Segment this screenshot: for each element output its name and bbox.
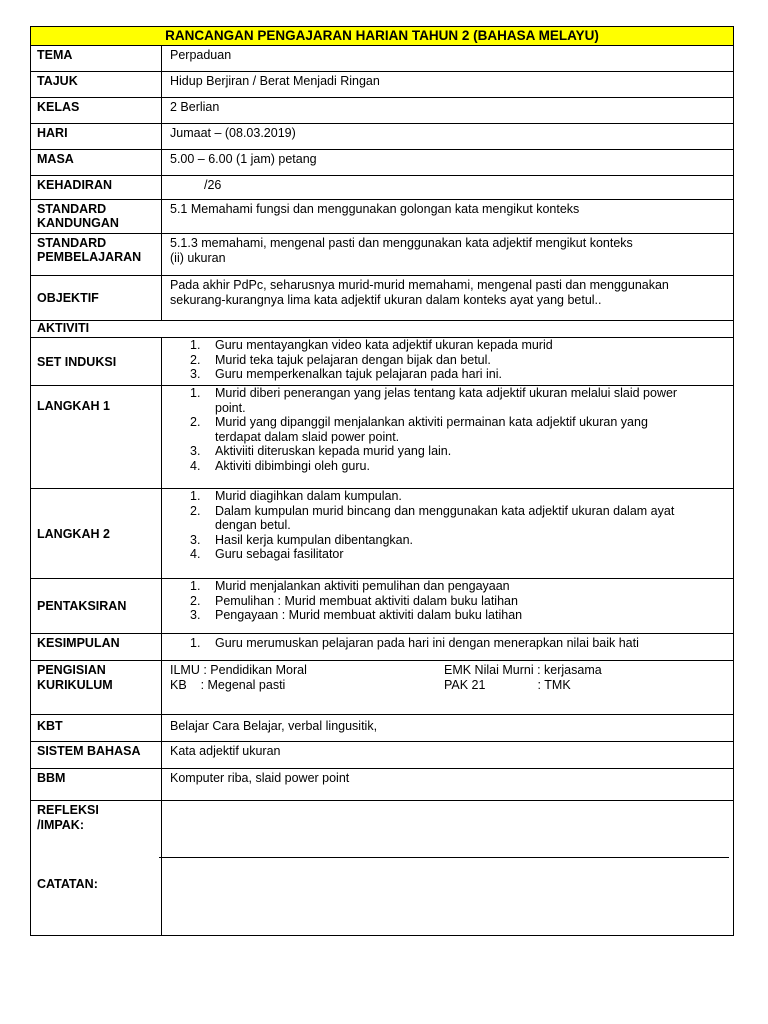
list-item: 4. Aktiviti dibimbingi oleh guru. bbox=[190, 458, 370, 473]
value-kelas: 2 Berlian bbox=[170, 100, 220, 114]
row-tema bbox=[31, 45, 733, 71]
label-standard-pembelajaran bbox=[31, 234, 162, 275]
value-sistem-bahasa: Kata adjektif ukuran bbox=[170, 744, 281, 758]
value-objektif-line1: Pada akhir PdPc, seharusnya murid-murid memahami, mengenal pasti dan menggunakan bbox=[170, 278, 669, 292]
label-sistem-bahasa: SISTEM BAHASA bbox=[31, 742, 162, 768]
list-item: 2. Dalam kumpulan murid bincang dan menggunakan kata adjektif ukuran dalam ayat dengan betul. bbox=[190, 503, 675, 532]
row-kesimpulan bbox=[31, 633, 733, 660]
row-pengisian-kurikulum bbox=[31, 660, 733, 714]
value-sp-line2: (ii) ukuran bbox=[170, 250, 226, 265]
list-item: 2. Murid yang dipanggil menjalankan aktiviti permainan kata adjektif ukuran yang terdapat dalam slaid power point. bbox=[190, 415, 648, 444]
row-kelas bbox=[31, 97, 733, 123]
pengisian-right-column bbox=[444, 663, 602, 693]
label-kesimpulan: KESIMPULAN bbox=[31, 634, 162, 660]
pengisian-kb: KB : Megenal pasti bbox=[170, 678, 286, 692]
list-set-induksi bbox=[170, 338, 733, 382]
list-item: 1. Murid menjalankan aktiviti pemulihan dan pengayaan bbox=[190, 579, 510, 593]
label-kbt: KBT bbox=[31, 715, 162, 741]
label-sp-line2: PEMBELAJARAN bbox=[37, 250, 142, 264]
value-kbt: Belajar Cara Belajar, verbal lingusitik, bbox=[170, 719, 378, 733]
value-kehadiran: /26 bbox=[204, 178, 222, 192]
pengisian-emk: EMK Nilai Murni : kerjasama bbox=[444, 663, 602, 677]
row-bbm bbox=[31, 768, 733, 800]
label-pengisian-line1: PENGISIAN bbox=[37, 663, 106, 677]
label-pengisian-line2: KURIKULUM bbox=[37, 678, 113, 692]
value-standard-kandungan: 5.1 Memahami fungsi dan menggunakan golongan kata mengikut konteks bbox=[170, 202, 580, 216]
list-item: 2. Pemulihan : Murid membuat aktiviti dalam buku latihan bbox=[190, 593, 518, 608]
value-tema: Perpaduan bbox=[170, 48, 232, 62]
value-standard-pembelajaran bbox=[162, 234, 733, 275]
list-item: 1. Murid diagihkan dalam kumpulan. bbox=[190, 489, 402, 503]
label-refleksi-catatan bbox=[31, 801, 162, 935]
list-pentaksiran bbox=[170, 579, 733, 623]
label-hari: HARI bbox=[31, 124, 162, 149]
value-pengisian-kurikulum bbox=[162, 661, 733, 714]
label-refleksi-line1: REFLEKSI bbox=[37, 803, 99, 817]
label-catatan: CATATAN: bbox=[37, 877, 98, 891]
value-tajuk: Hidup Berjiran / Berat Menjadi Ringan bbox=[170, 74, 380, 88]
label-sk-line2: KANDUNGAN bbox=[37, 216, 119, 230]
list-item: 2. Murid teka tajuk pelajaran dengan bijak dan betul. bbox=[190, 352, 491, 367]
row-set-induksi bbox=[31, 337, 733, 385]
row-tajuk bbox=[31, 71, 733, 97]
row-standard-pembelajaran bbox=[31, 233, 733, 275]
label-set-induksi: SET INDUKSI bbox=[31, 338, 162, 385]
value-sp-line1: 5.1.3 memahami, mengenal pasti dan menggunakan kata adjektif mengikut konteks bbox=[170, 236, 633, 250]
row-aktiviti bbox=[31, 320, 733, 337]
row-kehadiran bbox=[31, 175, 733, 199]
label-aktiviti: AKTIVITI bbox=[37, 321, 90, 335]
label-refleksi-line2: /IMPAK: bbox=[37, 818, 84, 832]
list-kesimpulan bbox=[170, 636, 733, 651]
label-langkah-2: LANGKAH 2 bbox=[31, 489, 162, 578]
list-langkah-2 bbox=[170, 489, 733, 562]
row-pentaksiran bbox=[31, 578, 733, 633]
pengisian-left-column bbox=[170, 663, 307, 693]
row-langkah-2 bbox=[31, 488, 733, 578]
label-standard-kandungan bbox=[31, 200, 162, 233]
pengisian-ilmu: ILMU : Pendidikan Moral bbox=[170, 663, 307, 677]
value-hari: Jumaat – (08.03.2019) bbox=[170, 126, 296, 140]
label-pengisian-kurikulum bbox=[31, 661, 162, 714]
row-kbt bbox=[31, 714, 733, 741]
value-set-induksi bbox=[162, 338, 733, 385]
list-item: 1. Guru merumuskan pelajaran pada hari ini dengan menerapkan nilai baik hati bbox=[190, 636, 639, 650]
label-masa: MASA bbox=[31, 150, 162, 175]
label-tajuk: TAJUK bbox=[31, 72, 162, 97]
list-item: 3. Aktiviiti diteruskan kepada murid yang lain. bbox=[190, 444, 452, 458]
row-sistem-bahasa bbox=[31, 741, 733, 768]
row-objektif bbox=[31, 275, 733, 320]
value-objektif-line2: sekurang-kurangnya lima kata adjektif ukuran dalam konteks ayat yang betul.. bbox=[170, 292, 602, 307]
label-tema: TEMA bbox=[31, 46, 162, 71]
label-langkah-1: LANGKAH 1 bbox=[31, 386, 162, 488]
row-langkah-1 bbox=[31, 385, 733, 488]
value-bbm: Komputer riba, slaid power point bbox=[170, 771, 350, 785]
pengisian-pak21: PAK 21 : TMK bbox=[444, 678, 571, 692]
lesson-plan-table bbox=[30, 26, 734, 936]
label-pentaksiran: PENTAKSIRAN bbox=[31, 579, 162, 633]
value-pentaksiran bbox=[162, 579, 733, 633]
list-item: 1. Guru mentayangkan video kata adjektif ukuran kepada murid bbox=[190, 338, 553, 352]
label-objektif: OBJEKTIF bbox=[31, 276, 162, 320]
value-langkah-1 bbox=[162, 386, 733, 488]
value-langkah-2 bbox=[162, 489, 733, 578]
value-kesimpulan bbox=[162, 634, 733, 660]
list-item: 4. Guru sebagai fasilitator bbox=[190, 547, 344, 561]
row-standard-kandungan bbox=[31, 199, 733, 233]
label-kelas: KELAS bbox=[31, 98, 162, 123]
refleksi-catatan-divider bbox=[159, 857, 729, 858]
list-item: 3. Pengayaan : Murid membuat aktiviti dalam buku latihan bbox=[190, 608, 523, 622]
list-item: 3. Guru memperkenalkan tajuk pelajaran pada hari ini. bbox=[190, 367, 502, 381]
label-kehadiran: KEHADIRAN bbox=[31, 176, 162, 199]
row-hari bbox=[31, 123, 733, 149]
list-item: 1. Murid diberi penerangan yang jelas tentang kata adjektif ukuran melalui slaid power point. bbox=[190, 386, 678, 415]
row-masa bbox=[31, 149, 733, 175]
label-sk-line1: STANDARD bbox=[37, 202, 107, 216]
label-bbm: BBM bbox=[31, 769, 162, 800]
row-refleksi-catatan bbox=[31, 800, 733, 935]
label-sp-line1: STANDARD bbox=[37, 236, 107, 250]
list-item: 3. Hasil kerja kumpulan dibentangkan. bbox=[190, 532, 414, 547]
value-masa: 5.00 – 6.00 (1 jam) petang bbox=[170, 152, 317, 166]
document-title: RANCANGAN PENGAJARAN HARIAN TAHUN 2 (BAHASA MELAYU) bbox=[31, 27, 733, 45]
value-objektif bbox=[162, 276, 733, 320]
list-langkah-1 bbox=[170, 386, 733, 473]
